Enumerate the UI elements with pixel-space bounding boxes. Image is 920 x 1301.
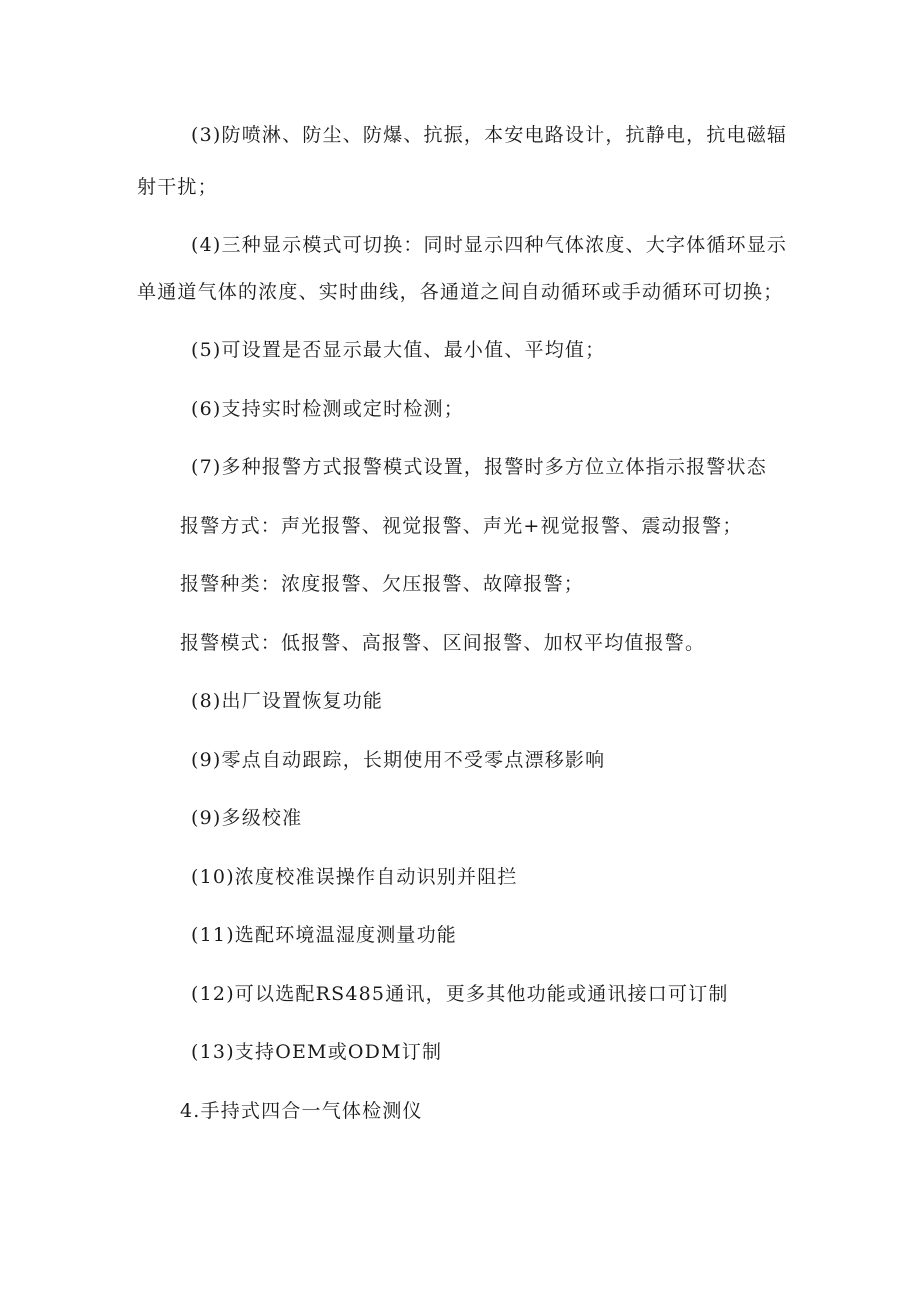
text-line: (12)可以选配RS485通讯，更多其他功能或通讯接口可订制 (191, 983, 729, 1005)
text-line: 报警种类：浓度报警、欠压报警、故障报警； (180, 573, 585, 595)
text-line: (13)支持OEM或ODM订制 (191, 1041, 443, 1063)
text-line: (6)支持实时检测或定时检测； (191, 398, 464, 420)
text-line: 报警方式：声光报警、视觉报警、声光+视觉报警、震动报警； (180, 515, 743, 537)
section-heading: 4.手持式四合一气体检测仪 (180, 1100, 423, 1122)
text-line: (8)出厂设置恢复功能 (191, 690, 384, 712)
text-line: (10)浓度校准误操作自动识别并阻拦 (191, 866, 518, 888)
text-line: (3)防喷淋、防尘、防爆、抗振，本安电路设计，抗静电，抗电磁辐 (191, 124, 788, 146)
text-line: (4)三种显示模式可切换：同时显示四种气体浓度、大字体循环显示 (191, 234, 788, 256)
text-line: (5)可设置是否显示最大值、最小值、平均值； (191, 339, 606, 361)
text-line: 射干扰； (137, 176, 218, 198)
text-line: 单通道气体的浓度、实时曲线，各通道之间自动循环或手动循环可切换； (137, 281, 784, 303)
text-line: (7)多种报警方式报警模式设置，报警时多方位立体指示报警状态 (191, 456, 767, 478)
text-line: (9)多级校准 (191, 807, 303, 829)
text-line: 报警模式：低报警、高报警、区间报警、加权平均值报警。 (180, 632, 706, 654)
text-line: (9)零点自动跟踪，长期使用不受零点漂移影响 (191, 749, 606, 771)
text-line: (11)选配环境温湿度测量功能 (191, 924, 458, 946)
